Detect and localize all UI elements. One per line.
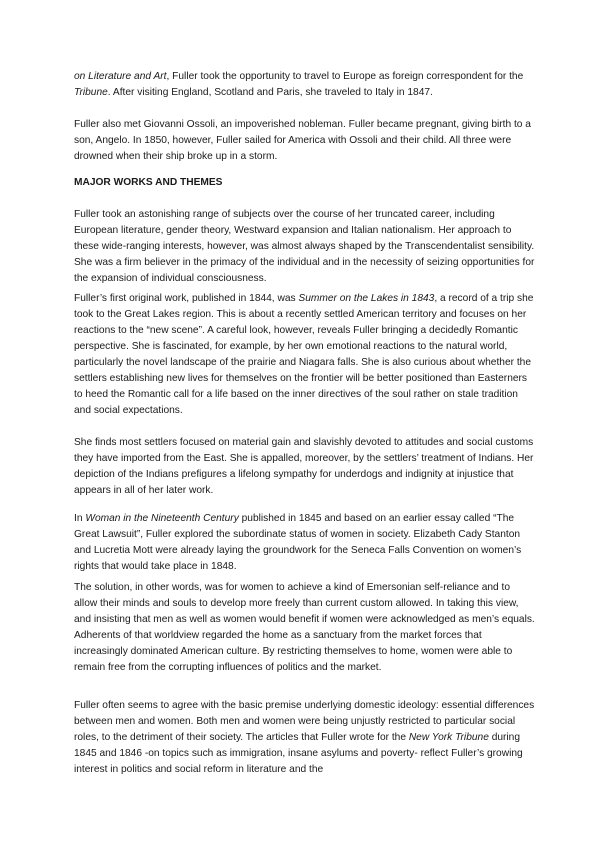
paragraph-range-of-subjects: Fuller took an astonishing range of subjects over the course of her truncated career, including European literature, gender theory, Westward expansion and Italian nationalism. Her approach to these wide-ranging interests, however, was almost always shaped by the Transcendentalist sensibility. She was a firm believer in the primacy of the individual and in the necessity of seizing opportunities for the expansion of individual consciousness. [74,209,535,284]
italic-title-literature-and-art: on Literature and Art [74,71,167,82]
italic-title-new-york-tribune: New York Tribune [408,732,489,743]
paragraph-travel-europe: on Literature and Art, Fuller took the opportunity to travel to Europe as foreign correspondent for the Tribune. After visiting England, Scotland and Paris, she traveled to Italy in 1847. [74,71,524,98]
paragraph-settlers: She finds most settlers focused on material gain and slavishly devoted to attitudes and social customs they have imported from the East. She is appalled, moreover, by the settlers’ treatment of Indians. Her depiction of the Indians prefigures a lifelong sympathy for underdogs and indignity at injustice that appears in all of her later work. [74,437,534,496]
paragraph-woman-nineteenth-century: In Woman in the Nineteenth Century published in 1845 and based on an earlier essay called “The Great Lawsuit”, Fuller explored the subordinate status of women in society. Elizabeth Cady Stanton and Lucretia Mott were already laying the groundwork for the Seneca Falls Convention on women’s rights that would take place in 1848. [74,513,522,572]
italic-tribune: Tribune [74,87,108,98]
paragraph-summer-on-the-lakes: Fuller’s first original work, published in 1844, was Summer on the Lakes in 1843, a record of a trip she took to the Great Lakes region. This is about a recently settled American territory and focuses on her reactions to the “new scene”. A careful look, however, reveals Fuller bringing a decidedly Romantic perspective. She is fascinated, for example, by her own emotional reactions to the natural world, particularly the novel landscape of the prairie and Niagara falls. She is also curious about whether the settlers establishing new lives for themselves on the frontier will be better positioned than Easterners to heed the Romantic call for a life based on the inner directives of the soul rather on stale tradition and social expectations. [74,293,534,416]
paragraph-domestic-ideology: Fuller often seems to agree with the basic premise underlying domestic ideology: essential differences between men and women. Both men and women were being unjustly restricted to particular social roles, to the detriment of their society. The articles that Fuller wrote for the New York Tribune during 1845 and 1846 -on topics such as immigration, insane asylums and poverty- reflect Fuller’s growing interest in politics and social reform in literature and the [74,700,535,775]
italic-title-summer-on-the-lakes: Summer on the Lakes in 1843 [298,293,435,304]
italic-title-woman-nineteenth-century: Woman in the Nineteenth Century [85,513,239,524]
section-heading: MAJOR WORKS AND THEMES [74,177,223,188]
paragraph-emersonian-self-reliance: The solution, in other words, was for women to achieve a kind of Emersonian self-reliance and to allow their minds and souls to develop more freely than current custom allowed. In taking this view, and insisting that men as well as women would benefit if women were acknowledged as men’s equals. Adherents of that worldview regarded the home as a sanctuary from the market forces that increasingly dominated American culture. By restricting themselves to home, women were able to remain free from the corrupting influences of politics and the market. [74,582,535,673]
paragraph-ossoli: Fuller also met Giovanni Ossoli, an impoverished nobleman. Fuller became pregnant, giving birth to a son, Angelo. In 1850, however, Fuller sailed for America with Ossoli and their child. All three were drowned when their ship broke up in a storm. [74,119,531,162]
